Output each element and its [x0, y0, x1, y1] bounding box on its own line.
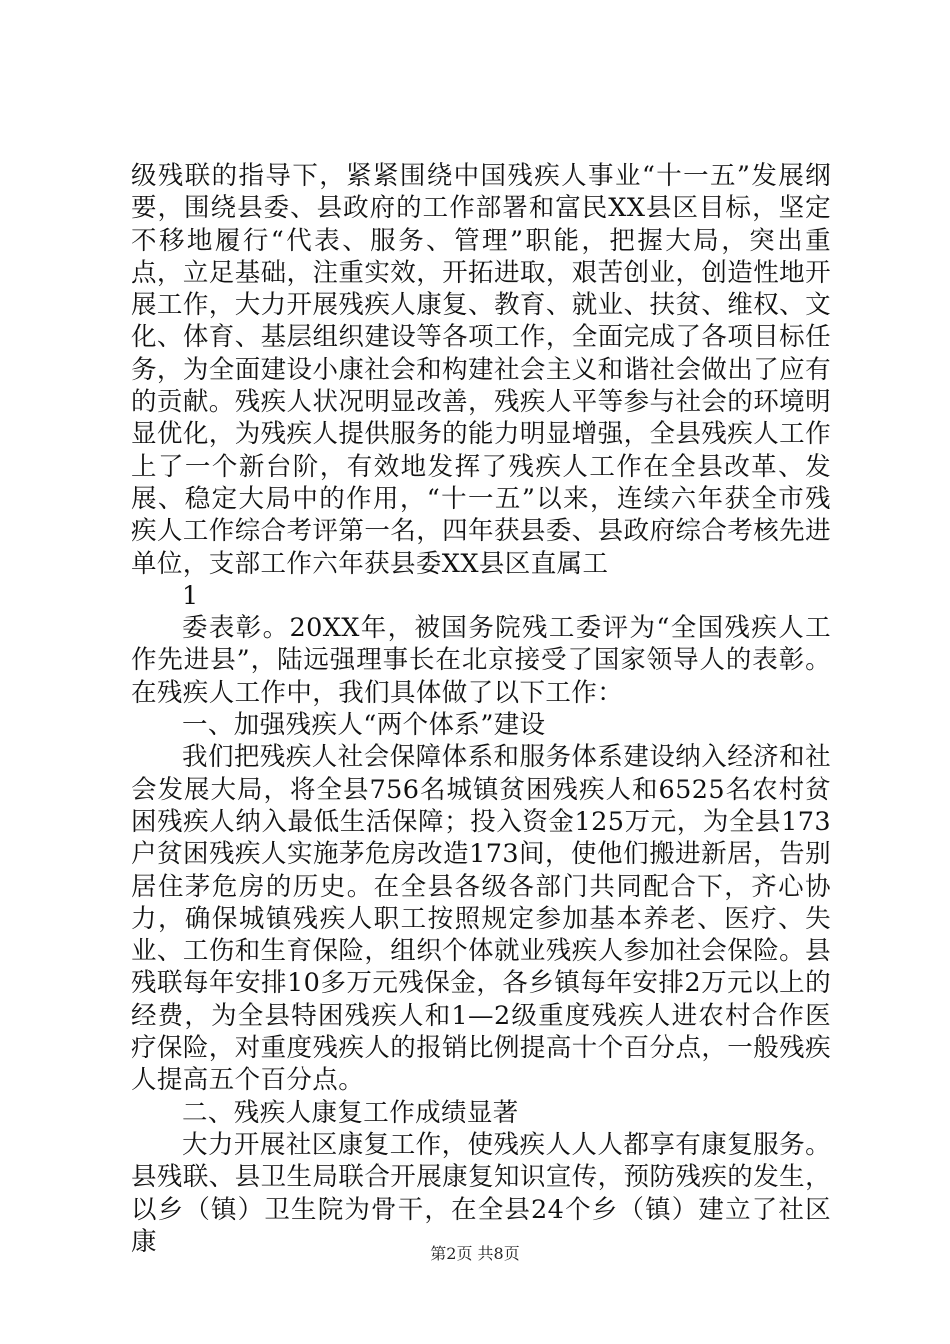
page-footer: [0, 1244, 950, 1264]
page-number-label: 第2页 共8页: [430, 1244, 520, 1263]
paragraph-security-system: 我们把残疾人社会保障体系和服务体系建设纳入经济和社会发展大局，将全县756名城镇贫困残疾人和6525名农村贫困残疾人纳入最低生活保障；投入资金125万元，为全县173户贫困残疾人实施茅危房改造173间，使他们搬进新居，告别居住茅危房的历史。在全县各级各部门共同配合下，齐心协力，确保城镇残疾人职工按照规定参加基本养老、医疗、失业、工伤和生育保险，组织个体就业残疾人参加社会保险。县残联每年安排10多万元残保金，各乡镇每年安排2万元以上的经费，为全县特困残疾人和1—2级重度残疾人进农村合作医疗保险，对重度残疾人的报销比例提高十个百分点，一般残疾人提高五个百分点。: [131, 742, 831, 1096]
inline-page-marker: 1: [182, 580, 199, 611]
paragraph-rehabilitation: 大力开展社区康复工作，使残疾人人人都享有康复服务。县残联、县卫生局联合开展康复知识宣传，预防残疾的发生，以乡（镇）卫生院为骨干，在全县24个乡（镇）建立了社区康: [131, 1129, 831, 1257]
document-body: [131, 160, 831, 1258]
paragraph-commendation: 委表彰。20XX年，被国务院残工委评为“全国残疾人工作先进县”，陆远强理事长在北京接受了国家领导人的表彰。在残疾人工作中，我们具体做了以下工作：: [131, 613, 831, 708]
paragraph-continued: 级残联的指导下，紧紧围绕中国残疾人事业“十一五”发展纲要，围绕县委、县政府的工作部署和富民XX县区目标，坚定不移地履行“代表、服务、管理”职能，把握大局，突出重点，立足基础，注重实效，开拓进取，艰苦创业，创造性地开展工作，大力开展残疾人康复、教育、就业、扶贫、维权、文化、体育、基层组织建设等各项工作，全面完成了各项目标任务，为全面建设小康社会和构建社会主义和谐社会做出了应有的贡献。残疾人状况明显改善，残疾人平等参与社会的环境明显优化，为残疾人提供服务的能力明显增强，全县残疾人工作上了一个新台阶，有效地发挥了残疾人工作在全县改革、发展、稳定大局中的作用，“十一五”以来，连续六年获全市残疾人工作综合考评第一名，四年获县委、县政府综合考核先进单位，支部工作六年获县委XX县区直属工: [131, 161, 831, 579]
section-heading-one: 一、加强残疾人“两个体系”建设: [182, 710, 546, 741]
section-heading-two: 二、残疾人康复工作成绩显著: [182, 1097, 519, 1128]
